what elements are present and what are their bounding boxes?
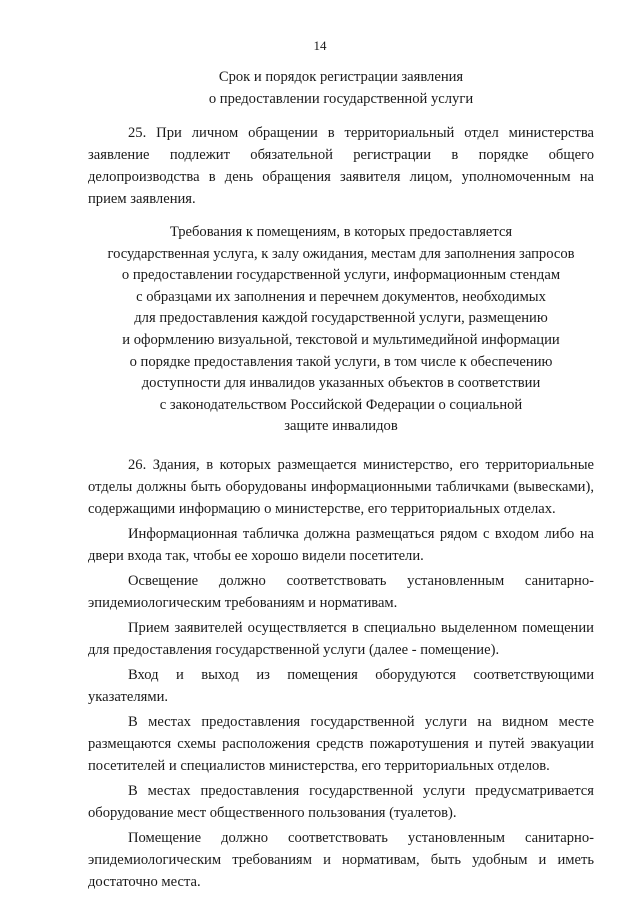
page-number: 14: [313, 38, 327, 53]
heading-line: Требования к помещениям, в которых предоставляется: [169, 224, 513, 240]
paragraph-evacuation: В местах предоставления государственной услуги на видном месте размещаются схемы расположения средств пожаротушения и путей эвакуации посетителей и специалистов министерства, его территориальных отделов.: [88, 713, 594, 774]
paragraph-toilets: В местах предоставления государственной услуги предусматривается оборудование мест общественного пользования (туалетов).: [88, 782, 594, 821]
heading-line: и оформлению визуальной, текстовой и мультимедийной информации: [122, 331, 560, 348]
paragraph-reception: Прием заявителей осуществляется в специально выделенном помещении для предоставления государственной услуги (далее - помещение).: [88, 619, 594, 658]
heading-line: доступности для инвалидов указанных объектов в соответствии: [141, 375, 541, 392]
document-body: [88, 66, 594, 896]
heading-line: о порядке предоставления такой услуги, в том числе к обеспечению: [129, 353, 553, 370]
heading-line: с законодательством Российской Федерации о социальной: [159, 396, 523, 413]
heading-line: о предоставлении государственной услуги, информационным стендам: [121, 267, 561, 284]
paragraph-25: 25. При личном обращении в территориальный отдел министерства заявление подлежит обязательной регистрации в порядке общего делопроизводства в день обращения заявителя лицом, уполномоченным на прием заявления.: [88, 125, 594, 207]
paragraph-lighting: Освещение должно соответствовать установленным санитарно-эпидемиологическим требованиям и нормативам.: [88, 572, 594, 611]
paragraph-entrance: Вход и выход из помещения оборудуются соответствующими указателями.: [88, 666, 594, 705]
paragraph-26: 26. Здания, в которых размещается министерство, его территориальные отделы должны быть оборудованы информационными табличками (вывесками), содержащими информацию о министерстве, его территориальных отделах.: [88, 456, 594, 517]
section-heading-registration: [88, 66, 594, 110]
heading-line: с образцами их заполнения и перечнем документов, необходимых: [136, 288, 546, 305]
heading-line: Срок и порядок регистрации заявления: [218, 69, 464, 85]
heading-line: защите инвалидов: [284, 418, 398, 435]
heading-line: государственная услуга, к залу ожидания, местам для заполнения запросов: [107, 245, 575, 262]
heading-line: для предоставления каждой государственной услуги, размещению: [134, 310, 548, 327]
heading-line: о предоставлении государственной услуги: [208, 91, 474, 107]
section-heading-premises: [88, 222, 594, 438]
paragraph-premises-requirements: Помещение должно соответствовать установленным санитарно-эпидемиологическим требованиям и нормативам, быть удобным и иметь достаточно места.: [88, 829, 594, 890]
paragraph-info-sign: Информационная табличка должна размещаться рядом с входом либо на двери входа так, чтобы ее хорошо видели посетители.: [88, 525, 594, 564]
